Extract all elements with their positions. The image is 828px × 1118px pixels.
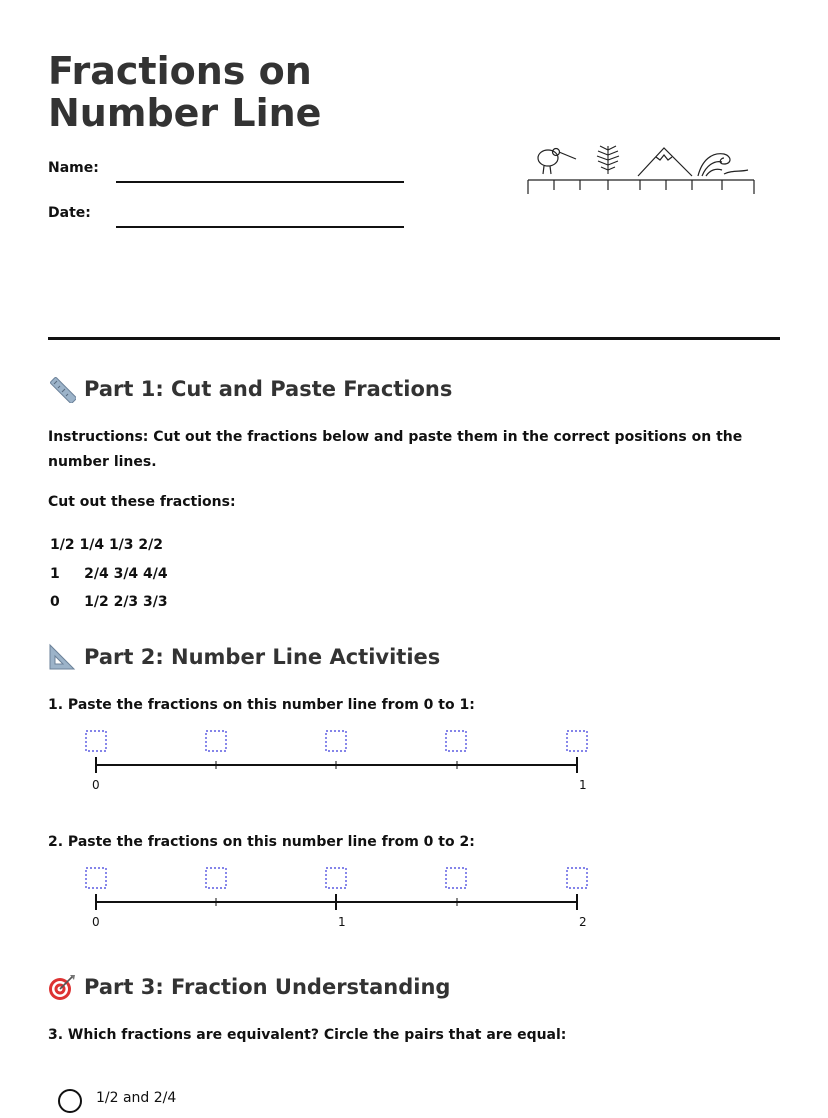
option-label: 1/2 and 2/4 (96, 1090, 177, 1106)
number-line-0-to-1 (80, 728, 600, 798)
triangle-ruler-icon (48, 643, 76, 671)
fraction-row: 1 2/4 3/4 4/4 (50, 566, 168, 582)
tick-label: 2 (579, 915, 587, 929)
target-icon (48, 973, 76, 1001)
cut-out-label: Cut out these fractions: (48, 494, 236, 510)
paste-box (86, 868, 106, 888)
name-field[interactable] (116, 181, 404, 183)
wave-icon (698, 154, 748, 176)
ruler-icon (48, 375, 76, 403)
part1-instructions: Instructions: Cut out the fractions below and paste them in the correct positions on the number lines. (48, 429, 743, 470)
part2-heading (48, 642, 440, 672)
fern-icon (597, 146, 619, 174)
paste-box (567, 731, 587, 751)
question-1: 1. Paste the fractions on this number line from 0 to 1: (48, 697, 475, 713)
date-field[interactable] (116, 226, 404, 228)
part2-heading-text: Part 2: Number Line Activities (84, 645, 441, 669)
tick-label: 0 (92, 915, 100, 929)
part1-heading (48, 374, 452, 404)
date-label: Date: (48, 205, 91, 221)
paste-box (567, 868, 587, 888)
option-radio[interactable] (58, 1089, 82, 1113)
tick-label: 0 (92, 778, 100, 792)
ruler-line (528, 180, 754, 194)
question-2: 2. Paste the fractions on this number line from 0 to 2: (48, 834, 475, 850)
tick-label: 1 (338, 915, 346, 929)
paste-box (86, 731, 106, 751)
fraction-row: 1/2 1/4 1/3 2/2 (50, 537, 164, 553)
section-divider (48, 337, 780, 340)
nz-banner-illustration (526, 140, 758, 200)
mountain-icon (638, 148, 692, 176)
fraction-row: 0 1/2 2/3 3/3 (50, 594, 168, 610)
paste-box (326, 731, 346, 751)
question-3: 3. Which fractions are equivalent? Circle the pairs that are equal: (48, 1027, 567, 1043)
kiwi-icon (538, 149, 576, 175)
tick-label: 1 (579, 778, 587, 792)
paste-box (326, 868, 346, 888)
number-line-0-to-2 (80, 865, 600, 935)
part3-heading (48, 972, 450, 1002)
paste-box (206, 868, 226, 888)
paste-box (446, 868, 466, 888)
part1-heading-text: Part 1: Cut and Paste Fractions (84, 377, 453, 401)
part3-heading-text: Part 3: Fraction Understanding (84, 975, 451, 999)
page-title: Fractions on Number Line (48, 49, 322, 135)
name-label: Name: (48, 160, 99, 176)
paste-box (206, 731, 226, 751)
paste-box (446, 731, 466, 751)
